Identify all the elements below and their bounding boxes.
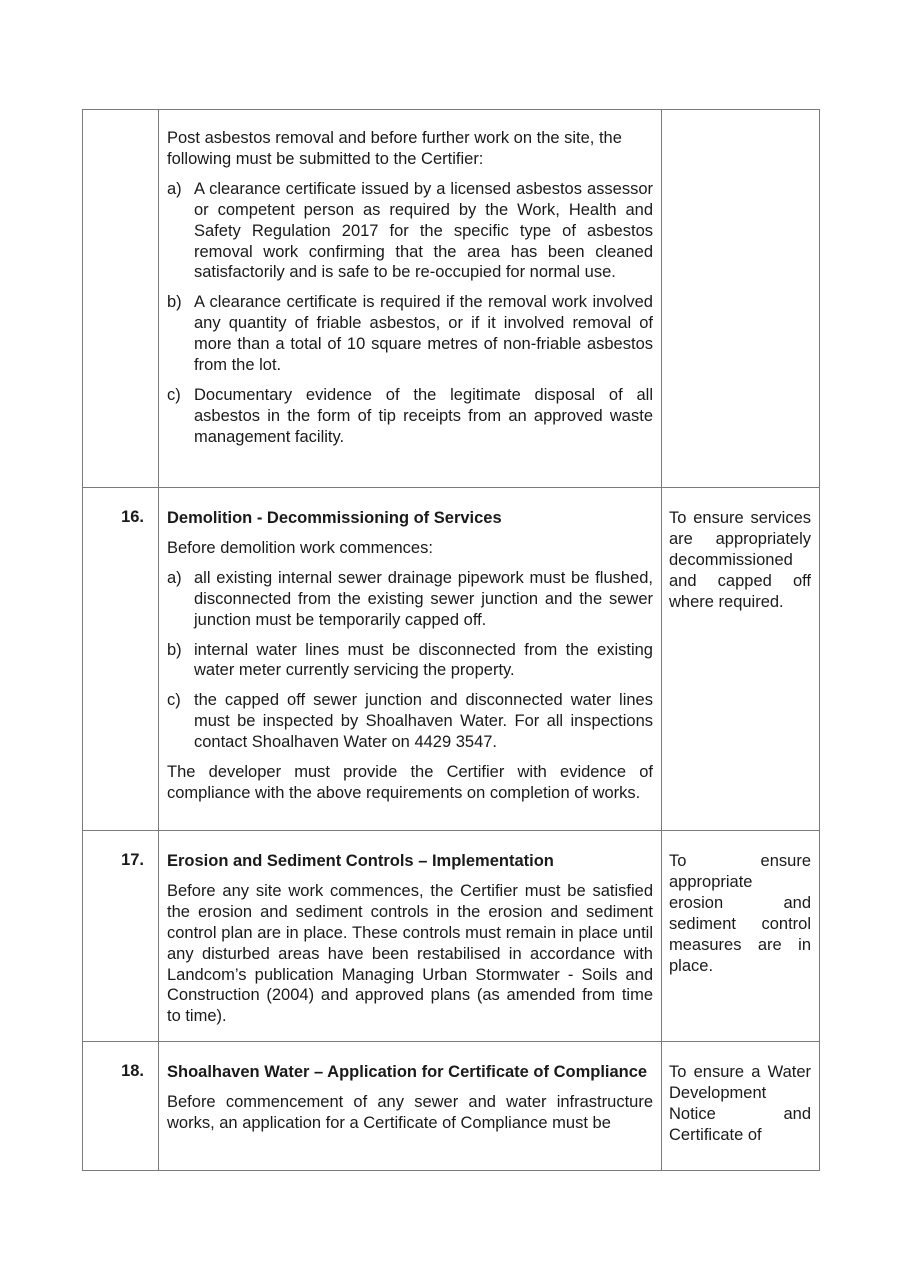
condition-title: Erosion and Sediment Controls – Implementation — [167, 852, 554, 870]
table-row — [83, 1042, 820, 1171]
condition-number: 18. — [83, 1042, 159, 1171]
list-item — [167, 640, 653, 682]
list-item-text: the capped off sewer junction and disconnected water lines must be inspected by Shoalhaven Water. For all inspections contact Shoalhaven Water on 4429 3547. — [194, 691, 653, 752]
list-item-label: a) — [167, 179, 182, 198]
condition-reason: To ensure a Water Development Notice and Certificate of — [662, 1042, 820, 1171]
table-row — [83, 831, 820, 1042]
list-item-label: a) — [167, 568, 182, 587]
condition-intro: Before commencement of any sewer and water infrastructure works, an application for a Certificate of Compliance must be — [167, 1093, 653, 1133]
list-item-label: b) — [167, 640, 182, 659]
table-row — [83, 488, 820, 831]
list-item — [167, 385, 653, 448]
list-item-label: c) — [167, 691, 181, 710]
condition-reason: To ensure appropriate erosion and sediment control measures are in place. — [662, 831, 820, 1042]
condition-text — [159, 831, 662, 1042]
condition-number — [83, 110, 159, 488]
condition-number: 16. — [83, 488, 159, 831]
table-row — [83, 110, 820, 488]
list-item-text: internal water lines must be disconnected from the existing water meter currently servicing the property. — [194, 640, 653, 680]
condition-paragraph: Post asbestos removal and before further work on the site, the following must be submitted to the Certifier: — [167, 129, 622, 168]
conditions-table — [82, 109, 819, 1171]
condition-title: Demolition - Decommissioning of Services — [167, 509, 502, 527]
list-item — [167, 179, 653, 284]
condition-intro: Before any site work commences, the Certifier must be satisfied the erosion and sediment controls in the erosion and sediment control plan are in place. These controls must remain in place until any disturbed areas have been restabilised in accordance with Landcom’s publication Managing Urban Stormwater - Soils and Construction (2004) and approved plans (as amended from time to time). — [167, 881, 653, 1026]
list-item — [167, 292, 653, 376]
condition-text — [159, 488, 662, 831]
condition-number: 17. — [83, 831, 159, 1042]
condition-text — [159, 110, 662, 488]
condition-text — [159, 1042, 662, 1171]
list-item-label: b) — [167, 293, 182, 312]
condition-title: Shoalhaven Water – Application for Certificate of Compliance — [167, 1063, 648, 1082]
condition-intro: Before demolition work commences: — [167, 538, 433, 557]
list-item-text: Documentary evidence of the legitimate disposal of all asbestos in the form of tip receipts from an approved waste management facility. — [194, 385, 653, 446]
list-item-text: all existing internal sewer drainage pipework must be flushed, disconnected from the existing sewer junction and the sewer junction must be temporarily capped off. — [194, 568, 653, 629]
list-item-text: A clearance certificate is required if the removal work involved any quantity of friable asbestos, or if it involved removal of more than a total of 10 square metres of non-friable asbestos from the lot. — [194, 293, 653, 375]
condition-closing: The developer must provide the Certifier with evidence of compliance with the above requirements on completion of works. — [167, 763, 653, 802]
list-item-label: c) — [167, 385, 181, 404]
list-item-text: A clearance certificate issued by a licensed asbestos assessor or competent person as required by the Work, Health and Safety Regulation 2017 for the specific type of asbestos removal work confirming that the area has been cleaned satisfactorily and is safe to be re-occupied for normal use. — [194, 179, 653, 282]
list-item — [167, 568, 653, 631]
condition-reason — [662, 110, 820, 488]
list-item — [167, 690, 653, 753]
condition-reason: To ensure services are appropriately decommissioned and capped off where required. — [662, 488, 820, 831]
